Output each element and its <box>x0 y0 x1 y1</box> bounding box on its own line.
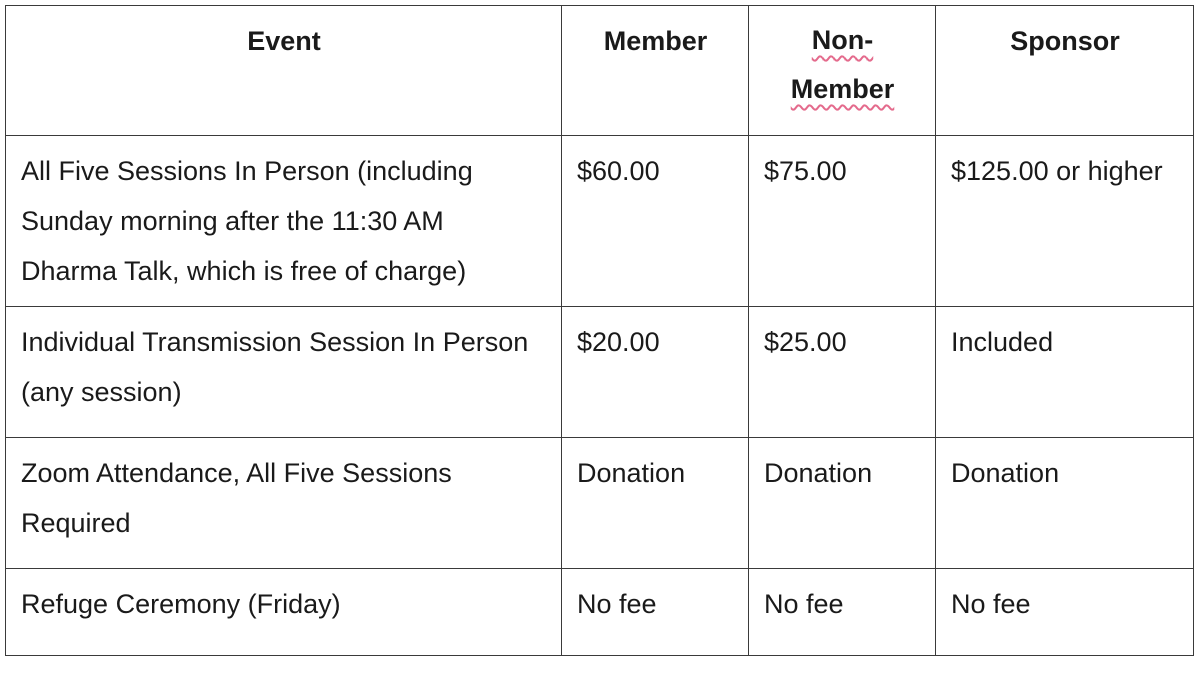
table-header-row <box>6 6 1194 136</box>
header-member <box>562 6 749 136</box>
cell-sponsor-price: $125.00 or higher <box>936 136 1194 307</box>
cell-member-price: $20.00 <box>562 307 749 438</box>
cell-member-price: $60.00 <box>562 136 749 307</box>
cell-non-member-price: No fee <box>749 569 936 656</box>
cell-event: All Five Sessions In Person (including Sunday morning after the 11:30 AM Dharma Talk, which is free of charge) <box>6 136 562 307</box>
cell-non-member-price: Donation <box>749 438 936 569</box>
cell-sponsor-price: Donation <box>936 438 1194 569</box>
cell-event: Zoom Attendance, All Five Sessions Required <box>6 438 562 569</box>
header-non-member-line1: Non- <box>811 25 874 55</box>
pricing-table <box>5 5 1194 656</box>
table-row <box>6 136 1194 307</box>
cell-sponsor-price: Included <box>936 307 1194 438</box>
cell-sponsor-price: No fee <box>936 569 1194 656</box>
cell-member-price: Donation <box>562 438 749 569</box>
table-row <box>6 569 1194 656</box>
header-sponsor-label: Sponsor <box>1010 26 1120 56</box>
cell-member-price: No fee <box>562 569 749 656</box>
header-non-member <box>749 6 936 136</box>
header-event <box>6 6 562 136</box>
cell-event: Refuge Ceremony (Friday) <box>6 569 562 656</box>
cell-non-member-price: $75.00 <box>749 136 936 307</box>
header-sponsor <box>936 6 1194 136</box>
cell-event: Individual Transmission Session In Person (any session) <box>6 307 562 438</box>
header-member-label: Member <box>603 26 708 56</box>
table-row <box>6 438 1194 569</box>
cell-non-member-price: $25.00 <box>749 307 936 438</box>
header-event-label: Event <box>247 26 321 56</box>
table-row <box>6 307 1194 438</box>
header-non-member-line2: Member <box>790 74 895 104</box>
